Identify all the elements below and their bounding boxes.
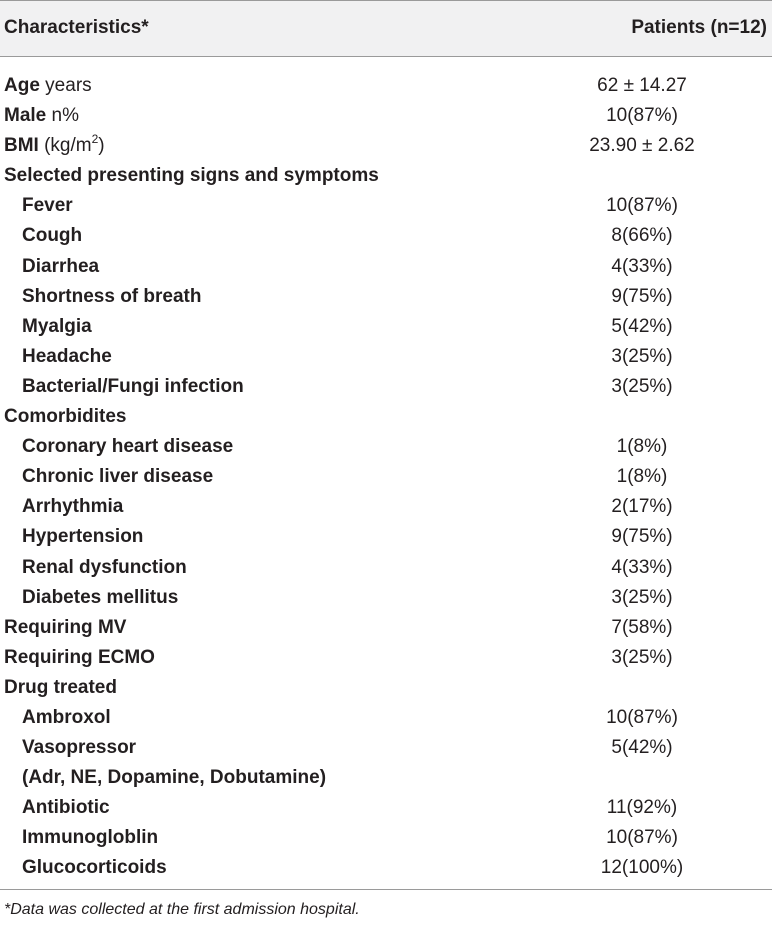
row-value: 10(87%): [606, 706, 678, 728]
row-label: [22, 312, 92, 342]
row-label-text: BMI: [4, 135, 39, 157]
row-label: [22, 492, 123, 522]
row-label: [22, 583, 178, 613]
row-label-text: Selected presenting signs and symptoms: [4, 165, 379, 187]
table-row: [0, 793, 772, 823]
row-label: [22, 853, 167, 883]
row-unit-suffix: ): [98, 135, 105, 157]
row-label: [22, 733, 136, 763]
table-header: [0, 0, 772, 56]
row-label-text: Hypertension: [22, 526, 144, 548]
table-row: [0, 522, 772, 552]
row-value: 3(25%): [611, 586, 673, 608]
table-row: [0, 643, 772, 673]
row-value: 2(17%): [611, 496, 673, 518]
row-label-text: Drug treated: [4, 676, 117, 698]
row-label: [22, 372, 244, 402]
row-label-text: Antibiotic: [22, 797, 110, 819]
table-row: [0, 763, 772, 793]
row-label-text: Coronary heart disease: [22, 436, 234, 458]
row-unit: (kg/m: [38, 135, 92, 157]
table-row: [0, 553, 772, 583]
table-row: [0, 402, 772, 432]
table-row: [0, 733, 772, 763]
row-label-text: Chronic liver disease: [22, 466, 214, 488]
row-label: [4, 613, 126, 643]
row-label: [22, 763, 326, 793]
row-label-text: Comorbidites: [4, 406, 127, 428]
bottom-rule: [0, 889, 772, 890]
header-characteristics: Characteristics*: [4, 17, 149, 38]
row-label: [22, 221, 82, 251]
row-label-text: Vasopressor: [22, 737, 137, 759]
table-row: [0, 101, 772, 131]
row-label-text: Bacterial/Fungi infection: [22, 375, 244, 397]
row-label-text: Diarrhea: [22, 255, 100, 277]
row-unit: years: [39, 75, 92, 96]
row-label: [22, 793, 110, 823]
row-value: 10(87%): [606, 105, 678, 127]
row-label: [4, 161, 379, 191]
row-value: 23.90 ± 2.62: [589, 135, 695, 157]
row-value: 5(42%): [611, 315, 673, 337]
row-label: [4, 673, 117, 703]
top-rule: [0, 0, 772, 1]
row-label-text: Renal dysfunction: [22, 556, 187, 578]
row-label-text: Age: [4, 75, 40, 96]
table-row: [0, 673, 772, 703]
table-row: [0, 191, 772, 221]
row-label-text: Requiring ECMO: [4, 646, 155, 668]
row-label: [22, 252, 99, 282]
row-label: [4, 101, 79, 131]
row-value: 12(100%): [600, 857, 684, 879]
row-label: [22, 553, 187, 583]
row-label: [22, 191, 73, 221]
row-label: [22, 282, 201, 312]
row-value: 3(25%): [611, 345, 673, 367]
row-value: 3(25%): [611, 375, 673, 397]
row-label: [22, 342, 112, 372]
table-row: [0, 492, 772, 522]
row-label: [4, 402, 126, 432]
table-body: [0, 71, 772, 884]
header-rule: [0, 56, 772, 57]
row-label: [4, 71, 92, 101]
row-label-text: Requiring MV: [4, 616, 127, 638]
table-row: [0, 221, 772, 251]
row-label-text: Myalgia: [22, 315, 92, 337]
table-row: [0, 462, 772, 492]
row-value: 5(42%): [611, 737, 673, 759]
row-value: 10(87%): [606, 195, 678, 217]
row-value: 1(8%): [616, 466, 668, 488]
table-row: [0, 583, 772, 613]
row-label-text: Cough: [22, 225, 83, 247]
row-label-text: (Adr, NE, Dopamine, Dobutamine): [22, 767, 327, 789]
row-label-text: Immunogloblin: [22, 827, 159, 849]
table-row: [0, 432, 772, 462]
row-value: 9(75%): [611, 526, 673, 548]
table-row: [0, 252, 772, 282]
row-unit: n%: [46, 105, 79, 127]
row-label-text: Glucocorticoids: [22, 857, 167, 879]
row-label: [4, 131, 105, 161]
row-label-text: Headache: [22, 345, 112, 367]
row-value: 3(25%): [611, 646, 673, 668]
row-value: 11(92%): [606, 797, 678, 819]
table-row: [0, 613, 772, 643]
row-label-text: Arrhythmia: [22, 496, 124, 518]
row-label-text: Fever: [22, 195, 73, 217]
row-value: 8(66%): [611, 225, 673, 247]
row-label-text: Shortness of breath: [22, 285, 202, 307]
table-footnote: *Data was collected at the first admission hospital.: [4, 901, 360, 918]
table-row: [0, 312, 772, 342]
table-row: [0, 282, 772, 312]
row-label-text: Diabetes mellitus: [22, 586, 179, 608]
row-label: [4, 643, 155, 673]
row-value: 10(87%): [606, 827, 678, 849]
row-value: 4(33%): [611, 255, 673, 277]
row-label: [22, 522, 143, 552]
row-value: 62 ± 14.27: [597, 75, 687, 96]
row-value: 9(75%): [611, 285, 673, 307]
header-patients: Patients (n=12): [631, 17, 767, 38]
row-label: [22, 703, 111, 733]
row-value: 7(58%): [611, 616, 673, 638]
table-row: [0, 342, 772, 372]
row-label-text: Ambroxol: [22, 706, 111, 728]
table-row: [0, 823, 772, 853]
row-label: [22, 462, 213, 492]
table-row: [0, 853, 772, 883]
table-row: [0, 703, 772, 733]
row-unit-superscript: 2: [91, 132, 99, 147]
row-value: 4(33%): [611, 556, 673, 578]
table-row: [0, 372, 772, 402]
table-row: [0, 71, 772, 101]
table-row: [0, 161, 772, 191]
table-row: [0, 131, 772, 161]
row-label-text: Male: [4, 105, 47, 127]
row-value: 1(8%): [616, 436, 668, 458]
row-label: [22, 823, 158, 853]
row-label: [22, 432, 233, 462]
